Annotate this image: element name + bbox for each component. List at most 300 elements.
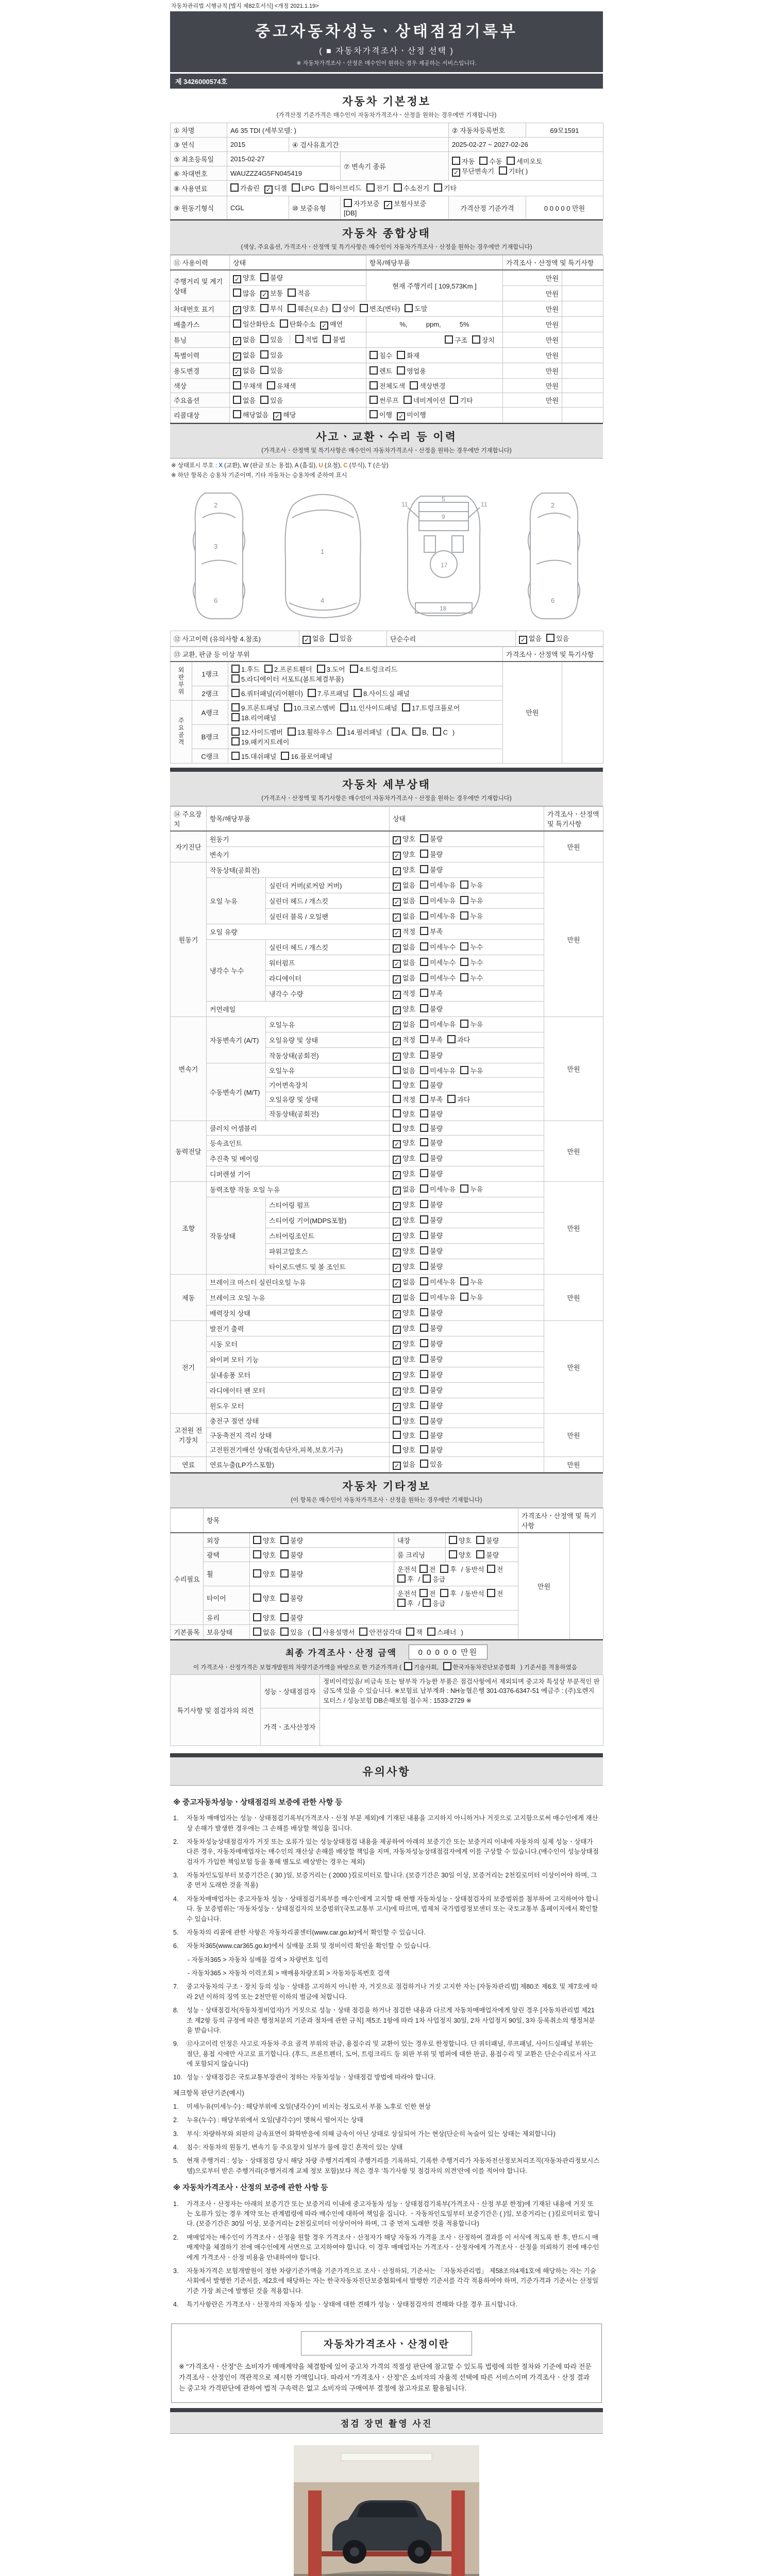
checkbox-icon[interactable] — [288, 304, 296, 312]
checkbox-option — [233, 303, 256, 314]
checkbox-icon[interactable] — [420, 850, 428, 858]
table-row — [171, 1063, 603, 1077]
checkbox-icon[interactable] — [420, 958, 428, 966]
checkbox-icon[interactable] — [233, 381, 241, 389]
checkbox-icon[interactable] — [420, 1066, 428, 1074]
checkbox-icon[interactable] — [420, 1184, 428, 1193]
checkbox-icon[interactable] — [440, 1565, 448, 1573]
svg-text:11: 11 — [480, 500, 488, 508]
checkbox-icon[interactable] — [420, 1385, 428, 1394]
checkbox-icon[interactable] — [410, 381, 418, 389]
notice-line: 5. 자동차의 리콜에 관한 사항은 자동차리콜센터(www.car.go.kr)에서 확인할 수 있습니다. — [173, 1928, 426, 1936]
option-text: 없음 — [402, 1020, 416, 1028]
checkbox-icon[interactable]: ✓ — [303, 636, 311, 644]
state-options — [390, 1047, 544, 1063]
checkbox-icon[interactable] — [317, 665, 325, 673]
checkbox-icon[interactable] — [450, 396, 458, 404]
checkbox-option — [369, 395, 399, 405]
checkbox-icon[interactable] — [393, 1066, 401, 1074]
checkbox-icon[interactable] — [420, 865, 428, 873]
checkbox-icon[interactable] — [420, 1416, 428, 1425]
checkbox-icon[interactable] — [447, 1035, 456, 1043]
checkbox-icon[interactable]: ✓ — [393, 1248, 401, 1257]
notice-line: 4. 침수: 자동차의 원동기, 변속기 등 주요장치 일부가 물에 잠긴 흔적이 있는 상태 — [173, 2144, 403, 2151]
checkbox-icon[interactable] — [546, 634, 554, 642]
checkbox-icon[interactable]: ✓ — [393, 1156, 401, 1164]
checkbox-option — [420, 1292, 456, 1302]
table-row — [171, 1121, 603, 1135]
checkbox-icon[interactable] — [487, 1565, 495, 1573]
checkbox-icon[interactable] — [499, 166, 507, 175]
checkbox-icon[interactable]: ✓ — [393, 867, 401, 875]
checkbox-icon[interactable] — [420, 1370, 428, 1378]
document-page — [170, 0, 603, 2576]
checkbox-icon[interactable] — [420, 1431, 428, 1439]
checkbox-icon[interactable] — [392, 727, 400, 736]
checkbox-icon[interactable] — [427, 1628, 435, 1636]
checkbox-icon[interactable] — [420, 989, 428, 997]
option-text: 누유 — [470, 1293, 483, 1301]
checkbox-icon[interactable] — [420, 896, 428, 904]
checkbox-icon[interactable] — [233, 396, 241, 404]
checkbox-icon[interactable] — [280, 1569, 289, 1578]
checkbox-icon[interactable] — [253, 1550, 261, 1558]
checkbox-icon[interactable] — [231, 674, 240, 683]
checkbox-icon[interactable]: ✓ — [393, 836, 401, 844]
option-text: 불량 — [430, 1446, 443, 1454]
checkbox-icon[interactable] — [420, 1050, 428, 1059]
checkbox-option — [393, 1184, 415, 1195]
checkbox-icon[interactable] — [288, 727, 296, 736]
checkbox-icon[interactable] — [443, 1662, 451, 1670]
item-label: 추진축 및 베어링 — [207, 1150, 390, 1166]
checkbox-icon[interactable]: ✓ — [233, 368, 241, 376]
exchange-rank-table — [170, 647, 603, 764]
checkbox-icon[interactable] — [288, 289, 296, 297]
checkbox-icon[interactable] — [344, 199, 352, 207]
checkbox-icon[interactable] — [460, 942, 468, 951]
state-options — [390, 1305, 544, 1320]
checkbox-icon[interactable] — [260, 304, 268, 312]
checkbox-icon[interactable]: ✓ — [393, 944, 401, 953]
checkbox-icon[interactable] — [420, 1293, 428, 1301]
item-label: 배력장치 상태 — [207, 1305, 390, 1320]
inspection-photos — [170, 2434, 603, 2576]
checkbox-icon[interactable] — [397, 366, 405, 375]
checkbox-icon[interactable] — [420, 1460, 428, 1468]
checkbox-icon[interactable]: ✓ — [393, 1279, 401, 1287]
checkbox-icon[interactable] — [369, 396, 378, 404]
checkbox-icon[interactable] — [420, 1277, 428, 1285]
notice-line: 1. 자동차 매매업자는 성능ㆍ상태점검기록부(가격조사ㆍ산정 부분 제외)에 기재된 내용을 고지하지 아니하거나 거짓으로 고지함으로써 매수인에게 재산상 손해가 발생한 경우에는 그 손해를 배상할 책임을 집니다. — [173, 1815, 598, 1832]
checkbox-icon[interactable] — [231, 752, 240, 760]
checkbox-icon[interactable] — [423, 1599, 431, 1607]
checkbox-icon[interactable] — [369, 366, 378, 375]
checkbox-icon[interactable] — [420, 1401, 428, 1409]
checkbox-icon[interactable]: ✓ — [320, 321, 328, 330]
checkbox-icon[interactable] — [420, 1445, 428, 1453]
checkbox-icon[interactable] — [360, 304, 368, 312]
checkbox-icon[interactable] — [487, 1589, 495, 1597]
checkbox-option — [397, 1574, 414, 1584]
checkbox-icon[interactable] — [405, 304, 413, 312]
checkbox-icon[interactable] — [332, 304, 341, 312]
checkbox-icon[interactable] — [231, 703, 240, 711]
checkbox-icon[interactable] — [460, 1020, 468, 1028]
checkbox-icon[interactable]: ✓ — [393, 991, 401, 999]
checkbox-icon[interactable] — [460, 896, 468, 904]
checkbox-icon[interactable] — [460, 880, 468, 889]
checkbox-icon[interactable]: ✓ — [393, 898, 401, 906]
checkbox-icon[interactable] — [260, 396, 268, 404]
checkbox-icon[interactable] — [476, 1550, 484, 1558]
checkbox-icon[interactable]: ✓ — [393, 1217, 401, 1226]
checkbox-icon[interactable]: ✓ — [393, 1403, 401, 1411]
checkbox-icon[interactable] — [393, 1124, 401, 1132]
checkbox-icon[interactable] — [233, 319, 241, 328]
checkbox-icon[interactable] — [253, 1569, 261, 1578]
checkbox-icon[interactable] — [447, 1095, 456, 1103]
table-row — [171, 1351, 603, 1367]
checkbox-icon[interactable] — [420, 1124, 428, 1132]
notice-line: 2. 자동차성능상태점검자가 거짓 또는 오류가 있는 성능상태점검 내용을 제공하여 아래의 보증기간 또는 보증거리 이내에 자동차의 실제 성능ㆍ상태가 다른 경우, 자동차매매업자는 매수인의 재산상 손해를 배상할 책임을 지며, 자동차성능상태점검자에게 이를 구상할 수 있습니다.(매수인이 성능상태점검자가 가입한 책임보험 등을 통해 별도로 배상받는 경우는 제외) — [173, 1838, 599, 1866]
option-text: 있음 — [556, 634, 569, 642]
checkbox-icon[interactable] — [281, 752, 289, 760]
checkbox-icon[interactable]: ✓ — [233, 306, 241, 314]
checkbox-icon[interactable] — [354, 689, 362, 697]
checkbox-option — [393, 1065, 415, 1075]
checkbox-icon[interactable] — [393, 1445, 401, 1453]
checkbox-icon[interactable] — [231, 737, 240, 745]
checkbox-icon[interactable] — [393, 1095, 401, 1103]
option-text: 있음 — [340, 634, 353, 642]
checkbox-icon[interactable] — [260, 366, 268, 374]
option-text: 양호 — [263, 1614, 276, 1622]
checkbox-icon[interactable]: ✓ — [393, 1372, 401, 1380]
detail-state-table — [170, 806, 603, 1472]
checkbox-icon[interactable] — [230, 183, 239, 192]
item-label: 오일누유 — [266, 1063, 390, 1077]
checkbox-icon[interactable]: ✓ — [264, 185, 273, 194]
checkbox-option — [445, 335, 467, 345]
checkbox-option — [487, 1564, 503, 1574]
page-title-note: ※ 자동차가격조사ㆍ산정은 매수인이 원하는 경우 제공하는 서비스입니다. — [296, 60, 477, 66]
option-text: 없음 — [402, 896, 416, 905]
checkbox-icon[interactable] — [231, 713, 240, 721]
checkbox-icon[interactable] — [233, 289, 241, 297]
checkbox-icon[interactable]: ✓ — [393, 1022, 401, 1030]
checkbox-icon[interactable] — [420, 1138, 428, 1146]
checkbox-icon[interactable] — [420, 1035, 428, 1043]
item-label: 실린더 블록 / 오일팬 — [266, 908, 390, 924]
checkbox-icon[interactable]: ✓ — [393, 1295, 401, 1303]
checkbox-icon[interactable]: ✓ — [519, 636, 527, 644]
checkbox-icon[interactable] — [460, 1293, 468, 1301]
checkbox-icon[interactable] — [472, 335, 480, 344]
checkbox-option — [260, 395, 283, 405]
option-text: 불량 — [430, 1355, 443, 1363]
option-text: 13.휠하우스 — [297, 728, 333, 736]
checkbox-icon[interactable] — [280, 319, 288, 328]
checkbox-icon[interactable] — [420, 942, 428, 951]
checkbox-icon[interactable] — [507, 157, 515, 165]
checkbox-icon[interactable]: ✓ — [393, 1006, 401, 1014]
checkbox-option — [393, 1246, 415, 1257]
inspector-remarks: 정비이력있음/ 비금속 또는 탈부착 가능한 부품은 점검사항에서 제외되며 중고차 특성상 부분적인 판금도색 있을 수 있습니다. ※보험료 납부계좌 : NH농협은행 301-0376-6347-51 예금주 : (주)오렌지모터스 / 성능보험 DB손해보험 접수처 : 1533-2729 ※ — [320, 1674, 603, 1708]
checkbox-option — [393, 1308, 415, 1318]
checkbox-icon[interactable] — [393, 1416, 401, 1425]
checkbox-icon[interactable] — [264, 665, 273, 673]
checkbox-icon[interactable] — [419, 1589, 428, 1597]
checkbox-icon[interactable]: ✓ — [233, 275, 241, 283]
checkbox-icon[interactable]: ✓ — [393, 1341, 401, 1349]
checkbox-icon[interactable] — [420, 1020, 428, 1028]
checkbox-icon[interactable] — [280, 1550, 289, 1558]
checkbox-icon[interactable]: ✓ — [393, 1310, 401, 1318]
checkbox-icon[interactable] — [393, 1080, 401, 1089]
checkbox-icon[interactable] — [420, 880, 428, 889]
checkbox-icon[interactable] — [233, 410, 241, 418]
checkbox-icon[interactable]: ✓ — [393, 1462, 401, 1470]
checkbox-icon[interactable] — [394, 183, 402, 192]
item-label: 스티어링 기어(MDPS포함) — [266, 1212, 390, 1228]
checkbox-icon[interactable]: ✓ — [393, 1202, 401, 1210]
checkbox-icon[interactable] — [359, 1628, 367, 1636]
checkbox-icon[interactable]: ✓ — [393, 1171, 401, 1179]
checkbox-icon[interactable] — [420, 1246, 428, 1255]
checkbox-icon[interactable]: ✓ — [393, 852, 401, 860]
checkbox-option — [460, 957, 483, 967]
checkbox-icon[interactable]: ✓ — [233, 352, 241, 361]
checkbox-icon[interactable] — [460, 958, 468, 966]
checkbox-icon[interactable] — [231, 727, 240, 736]
svg-text:9: 9 — [441, 513, 445, 520]
checkbox-icon[interactable]: ✓ — [452, 168, 460, 177]
checkbox-icon[interactable]: ✓ — [393, 975, 401, 984]
checkbox-icon[interactable] — [253, 1536, 261, 1544]
checkbox-option — [393, 1153, 415, 1164]
checkbox-icon[interactable] — [420, 1231, 428, 1239]
checkbox-icon[interactable] — [460, 973, 468, 981]
checkbox-icon[interactable] — [420, 1215, 428, 1224]
checkbox-icon[interactable] — [440, 1589, 448, 1597]
item-label: 고전원전기배선 상태(접속단자,피복,보호기구) — [207, 1442, 390, 1456]
option-text: 전 — [429, 1589, 436, 1598]
checkbox-icon[interactable] — [393, 1109, 401, 1117]
checkbox-icon[interactable] — [433, 727, 441, 736]
option-text: 후 — [450, 1589, 457, 1598]
checkbox-option — [476, 1535, 499, 1545]
state-options — [390, 1259, 544, 1274]
checkbox-icon[interactable] — [445, 335, 453, 344]
checkbox-icon[interactable] — [420, 1324, 428, 1332]
checkbox-icon[interactable] — [231, 665, 240, 673]
checkbox-icon[interactable] — [460, 911, 468, 920]
checkbox-option — [253, 1550, 276, 1560]
checkbox-option — [420, 1094, 443, 1104]
checkbox-option — [230, 183, 260, 193]
checkbox-option — [393, 1292, 415, 1303]
table-row: 배출가스 일산화탄소 탄화수소 ✓ 매연 %, ppm, 5% 만원 — [171, 317, 603, 332]
checkbox-icon[interactable] — [280, 1628, 289, 1636]
checkbox-icon[interactable] — [260, 335, 268, 343]
checkbox-icon[interactable]: ✓ — [273, 412, 281, 420]
checkbox-icon[interactable] — [397, 1599, 406, 1607]
option-text: 없음 — [243, 336, 256, 344]
option-text: 14.필러패널 — [347, 728, 382, 736]
price-appraisal-box — [171, 2324, 602, 2402]
checkbox-icon[interactable] — [420, 1354, 428, 1363]
checkbox-option — [472, 335, 495, 345]
checkbox-option — [393, 911, 415, 922]
option-text: 불량 — [430, 1170, 443, 1178]
option-text: 부족 — [430, 927, 443, 936]
checkbox-icon[interactable]: ✓ — [393, 960, 401, 968]
checkbox-option — [479, 156, 502, 166]
checkbox-icon[interactable] — [295, 335, 304, 343]
checkbox-icon[interactable] — [420, 1308, 428, 1316]
checkbox-icon[interactable] — [420, 1109, 428, 1117]
checkbox-option — [317, 664, 345, 674]
checkbox-icon[interactable] — [420, 1080, 428, 1089]
checkbox-icon[interactable]: ✓ — [393, 1387, 401, 1396]
state-options — [390, 955, 544, 970]
checkbox-icon[interactable] — [460, 1277, 468, 1285]
checkbox-icon[interactable]: ✓ — [393, 1357, 401, 1365]
checkbox-option — [460, 1292, 483, 1302]
checkbox-icon[interactable]: ✓ — [393, 1326, 401, 1334]
checkbox-icon[interactable]: ✓ — [393, 1187, 401, 1195]
checkbox-icon[interactable] — [330, 634, 338, 642]
option-text: 미세누수 — [430, 974, 456, 982]
state-options — [390, 831, 544, 847]
checkbox-icon[interactable] — [369, 410, 378, 418]
checkbox-icon[interactable] — [313, 1628, 321, 1636]
checkbox-icon[interactable]: ✓ — [393, 929, 401, 937]
checkbox-icon[interactable] — [419, 1565, 428, 1573]
checkbox-icon[interactable] — [420, 834, 428, 842]
checkbox-icon[interactable]: ✓ — [393, 1233, 401, 1241]
checkbox-icon[interactable] — [420, 1004, 428, 1012]
checkbox-icon[interactable] — [253, 1628, 261, 1636]
notice-line: 2. 누유(누수) : 해당부위에서 오일(냉각수)이 맺혀서 떨어지는 상태 — [173, 2116, 363, 2124]
checkbox-icon[interactable] — [340, 703, 348, 711]
checkbox-icon[interactable]: ✓ — [393, 1053, 401, 1061]
checkbox-icon[interactable]: ✓ — [233, 337, 241, 345]
price-cell: 만원 — [544, 1456, 603, 1472]
checkbox-icon[interactable] — [460, 1066, 468, 1074]
state-options — [390, 1398, 544, 1413]
checkbox-icon[interactable] — [404, 396, 412, 404]
checkbox-icon[interactable] — [397, 1574, 406, 1583]
checkbox-icon[interactable] — [420, 973, 428, 981]
checkbox-icon[interactable] — [320, 183, 328, 192]
checkbox-icon[interactable]: ✓ — [393, 1140, 401, 1148]
checkbox-option — [260, 303, 283, 313]
checkbox-icon[interactable] — [420, 1262, 428, 1270]
table-row — [171, 846, 603, 862]
checkbox-icon[interactable] — [280, 1594, 289, 1602]
checkbox-icon[interactable] — [449, 1550, 457, 1558]
checkbox-icon[interactable] — [393, 1431, 401, 1439]
checkbox-icon[interactable] — [406, 1628, 414, 1636]
checkbox-icon[interactable] — [366, 183, 375, 192]
checkbox-option — [397, 410, 426, 420]
checkbox-icon[interactable] — [369, 381, 378, 389]
notice-line: 3. 부식: 차량하부와 외판의 금속표면이 화학반응에 의해 금속이 아닌 상태로 상실되어 가는 현상(단순히 녹슬어 있는 상태는 제외합니다) — [173, 2130, 556, 2138]
checkbox-icon[interactable] — [434, 183, 442, 192]
checkbox-icon[interactable] — [420, 927, 428, 935]
table-row: 특기사항 및 점검자의 의견 성능ㆍ상태점검자 정비이력있음/ 비금속 또는 탈부착 가능한 부품은 점검사항에서 제외되며 중고차 특성상 부분적인 판금도색 있을 수 있습니다. ※보험료 납부계좌 : NH농협은행 301-0376-6347-51 예금주 : (주)오렌지모터스 / 성능보험 DB손해보험 접수처 : 1533-2729 ※ — [171, 1674, 603, 1708]
checkbox-icon[interactable] — [420, 1095, 428, 1103]
checkbox-icon[interactable] — [280, 1536, 289, 1544]
checkbox-icon[interactable] — [260, 350, 268, 359]
checkbox-icon[interactable] — [420, 1200, 428, 1208]
item-label: 변속기 — [207, 846, 390, 862]
checkbox-option — [281, 751, 332, 761]
option-text: 부족 — [430, 1095, 443, 1104]
table-row: 유리 양호 불량 — [171, 1610, 603, 1624]
option-text: 응급 — [432, 1575, 446, 1583]
checkbox-icon[interactable] — [420, 911, 428, 920]
checkbox-icon[interactable]: ✓ — [393, 883, 401, 891]
checkbox-icon[interactable] — [402, 703, 410, 711]
checkbox-icon[interactable] — [412, 727, 421, 736]
checkbox-icon[interactable] — [420, 1339, 428, 1347]
option-text: 전 — [496, 1589, 503, 1598]
checkbox-option — [340, 703, 397, 713]
basic-info-table — [170, 123, 603, 219]
checkbox-icon[interactable]: ✓ — [384, 201, 392, 209]
checkbox-icon[interactable] — [337, 727, 345, 736]
checkbox-icon[interactable] — [280, 1613, 289, 1621]
state-options — [390, 939, 544, 955]
checkbox-icon[interactable]: ✓ — [393, 1264, 401, 1272]
checkbox-icon[interactable] — [460, 1184, 468, 1193]
checkbox-icon[interactable] — [350, 665, 358, 673]
checkbox-icon[interactable] — [452, 157, 460, 165]
checkbox-icon[interactable] — [260, 273, 268, 281]
option-text: 양호 — [263, 1551, 276, 1559]
checkbox-icon[interactable] — [479, 157, 488, 165]
checkbox-icon[interactable] — [397, 351, 405, 359]
checkbox-icon[interactable] — [369, 351, 378, 359]
checkbox-icon[interactable]: ✓ — [393, 913, 401, 922]
state-options — [390, 986, 544, 1001]
checkbox-icon[interactable] — [420, 1154, 428, 1162]
checkbox-icon[interactable]: ✓ — [397, 412, 405, 420]
checkbox-icon[interactable] — [308, 689, 316, 697]
checkbox-icon[interactable]: ✓ — [260, 291, 268, 299]
checkbox-icon[interactable]: ✓ — [393, 1037, 401, 1045]
checkbox-icon[interactable] — [449, 1536, 457, 1544]
option-text: 불량 — [290, 1551, 304, 1559]
checkbox-icon[interactable] — [231, 689, 240, 697]
checkbox-icon[interactable] — [253, 1613, 261, 1621]
checkbox-icon[interactable] — [476, 1536, 484, 1544]
checkbox-icon[interactable] — [253, 1594, 261, 1602]
checkbox-icon[interactable] — [323, 335, 331, 343]
option-text: 색상변경 — [419, 382, 446, 390]
checkbox-icon[interactable] — [284, 703, 292, 711]
checkbox-icon[interactable] — [292, 183, 300, 192]
checkbox-icon[interactable] — [404, 1662, 412, 1670]
option-text: 부족 — [430, 1036, 443, 1044]
option-text: 불량 — [430, 1139, 443, 1147]
checkbox-icon[interactable] — [267, 381, 275, 389]
checkbox-icon[interactable] — [420, 1169, 428, 1177]
checkbox-icon[interactable] — [423, 1574, 431, 1583]
